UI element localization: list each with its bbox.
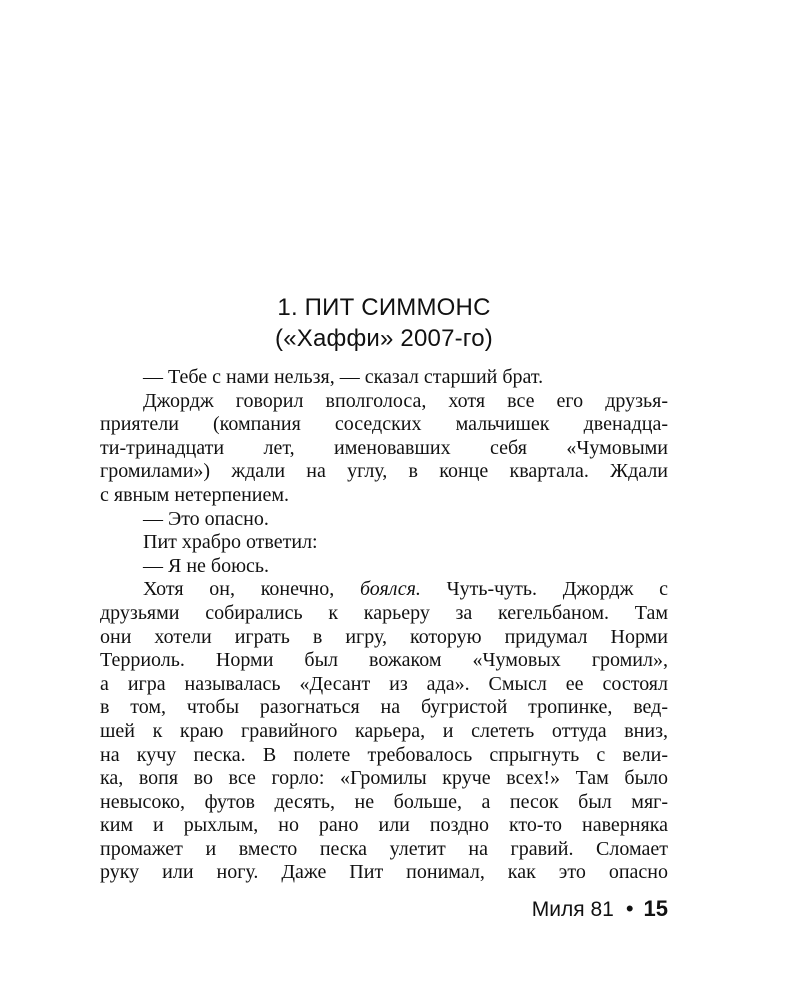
text-line: друзьями собирались к карьеру за кегельбаном. Там (100, 601, 668, 624)
text-line: шей к краю гравийного карьера, и слететь оттуда вниз, (100, 719, 668, 742)
text-line: с явным нетерпением. (100, 483, 290, 506)
chapter-title: 1. ПИТ СИММОНС (277, 294, 491, 321)
chapter-heading (100, 292, 668, 354)
page-footer (532, 896, 668, 923)
running-title: Миля 81 (531, 898, 614, 921)
text-line: а игра называлась «Десант из ада». Смысл ее состоял (100, 672, 668, 695)
text-line: они хотели играть в игру, которую придумал Норми (100, 625, 668, 648)
text-line: ка, вопя во все горло: «Громилы круче всех!» Там было (100, 767, 668, 790)
text-line: приятели (компания соседских мальчишек двенадца- (100, 413, 668, 436)
text-line: ким и рыхлым, но рано или поздно кто-то наверняка (100, 814, 668, 837)
text-line: на кучу песка. В полете требовалось спрыгнуть с вели- (100, 743, 668, 766)
italic-word: боялся. (359, 578, 421, 601)
text-line (100, 578, 668, 602)
chapter-body-text (100, 366, 668, 885)
text-line: — Тебе с нами нельзя, — сказал старший брат. (143, 366, 544, 388)
text-line: в том, чтобы разогнаться на бугристой тропинке, вед- (100, 696, 668, 719)
text-line: ти-тринадцати лет, именовавших себя «Чумовыми (100, 436, 668, 459)
text-line: — Я не боюсь. (143, 554, 270, 577)
footer-bullet: • (625, 896, 634, 921)
text-line: громилами») ждали на углу, в конце квартала. Ждали (100, 460, 668, 483)
text-line: промажет и вместо песка улетит на гравий. Сломает (100, 837, 668, 860)
text-span: Чуть-чуть. Джордж с (420, 578, 669, 601)
text-line: Джордж говорил вполголоса, хотя все его друзья- (143, 389, 668, 412)
text-line: — Это опасно. (143, 507, 269, 530)
text-line: невысоко, футов десять, не больше, а песок был мяг- (100, 790, 668, 813)
text-line: Терриоль. Норми был вожаком «Чумовых громил», (100, 649, 668, 672)
chapter-subtitle: («Хаффи» 2007-го) (275, 325, 493, 352)
text-line: руку или ногу. Даже Пит понимал, как это опасно (100, 861, 668, 884)
page-number: 15 (643, 896, 668, 921)
text-line: Пит храбро ответил: (143, 531, 318, 554)
text-span: Хотя он, конечно, (143, 578, 360, 601)
